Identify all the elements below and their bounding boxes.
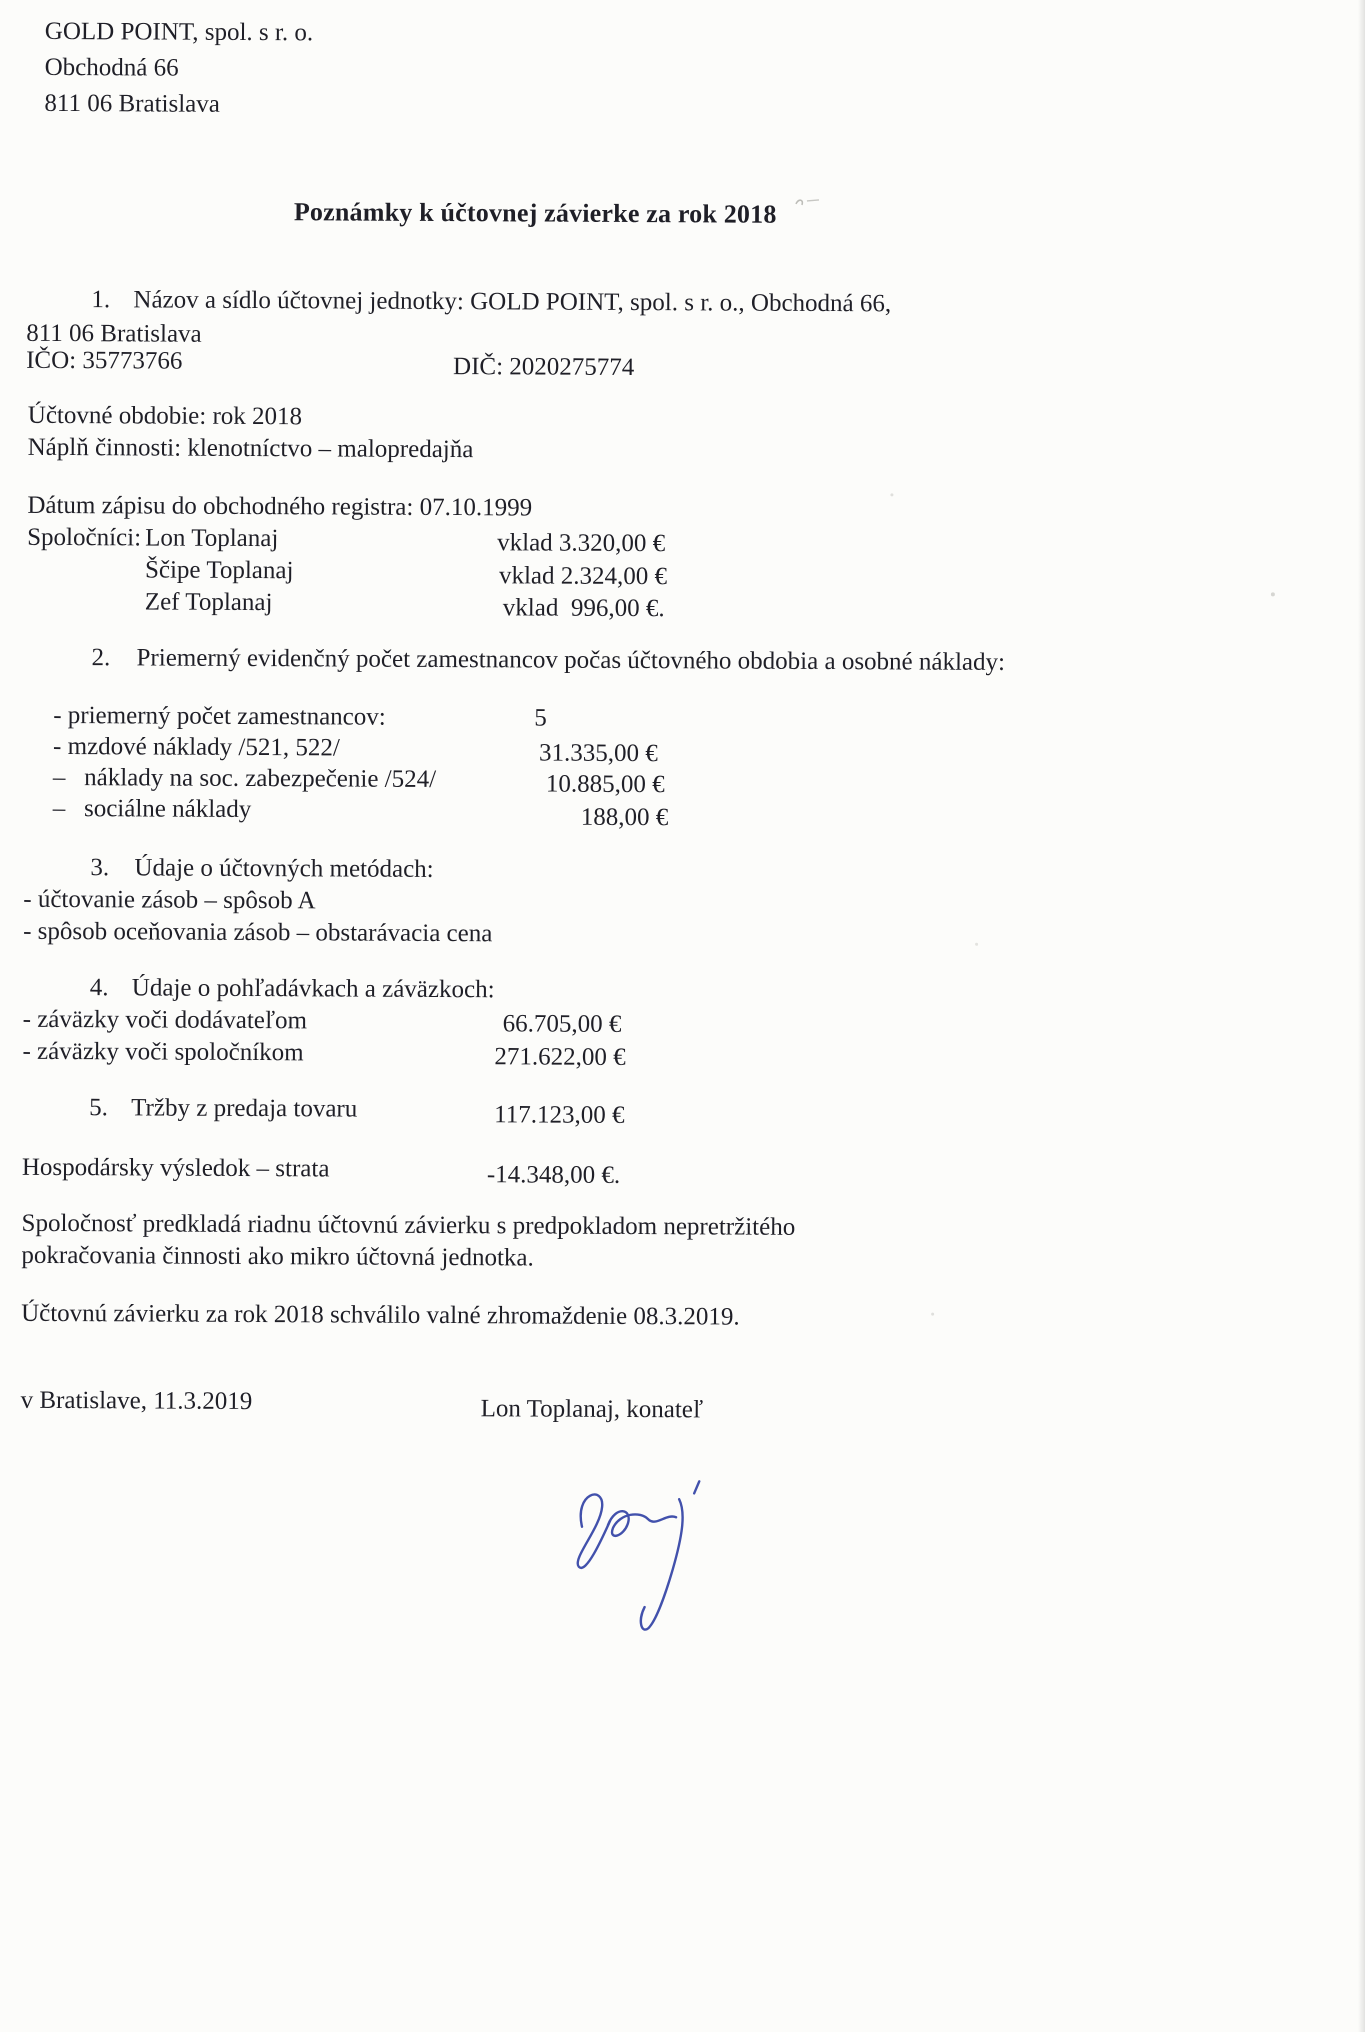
- partner-name: Zef Toplanaj: [144, 588, 273, 617]
- scan-speck: [890, 493, 893, 496]
- expense-label: – sociálne náklady: [52, 794, 252, 824]
- section4-heading: Údaje o pohľadávkach a záväzkoch:: [131, 974, 495, 1004]
- header-city: 811 06 Bratislava: [44, 89, 220, 118]
- expense-label: - mzdové náklady /521, 522/: [53, 732, 340, 762]
- partner-deposit: vklad 996,00 €.: [502, 594, 665, 623]
- section1-number: 1.: [91, 286, 111, 314]
- header-street: Obchodná 66: [44, 53, 179, 82]
- going-concern-line: pokračovania činnosti ako mikro účtovná jednotka.: [21, 1241, 534, 1272]
- result-label: Hospodársky výsledok – strata: [21, 1153, 330, 1183]
- scan-speck: [1271, 592, 1275, 596]
- section4-number: 4.: [89, 974, 109, 1002]
- partner-row: [0, 588, 1362, 631]
- expense-row: [0, 795, 1361, 838]
- partner-deposit: vklad 2.324,00 €: [498, 562, 668, 591]
- approval-line: Účtovnú závierku za rok 2018 schválilo valné zhromaždenie 08.3.2019.: [21, 1299, 740, 1331]
- accounting-period: Účtovné obdobie: rok 2018: [27, 401, 303, 431]
- registry-date: Dátum zápisu do obchodného registra: 07.10.1999: [27, 491, 533, 522]
- expense-value: 188,00 €: [580, 803, 669, 832]
- liability-value: 271.622,00 €: [494, 1043, 626, 1071]
- ico-value: IČO: 35773766: [26, 346, 183, 375]
- liability-label: - záväzky voči dodávateľom: [22, 1005, 308, 1035]
- document-title: Poznámky k účtovnej závierke za rok 2018: [293, 197, 777, 229]
- going-concern-line: Spoločnosť predkladá riadnu účtovnú závierku s predpokladom nepretržitého: [21, 1209, 796, 1241]
- scan-speck: [975, 943, 978, 946]
- section5-row: [0, 1094, 1359, 1137]
- revenue-value: 117.123,00 €: [494, 1101, 625, 1129]
- result-row: [0, 1154, 1359, 1197]
- scan-artifact: [792, 138, 830, 266]
- partner-deposit: vklad 3.320,00 €: [497, 529, 666, 558]
- dic-value: DIČ: 2020275774: [453, 353, 635, 382]
- business-activity: Náplň činnosti: klenotníctvo – malopredajňa: [27, 433, 474, 464]
- section5-heading: Tržby z predaja tovaru: [131, 1094, 358, 1123]
- method-line: - spôsob oceňovania zásob – obstarávacia cena: [23, 917, 493, 948]
- section2-heading: Priemerný evidenčný počet zamestnancov počas účtovného obdobia a osobné náklady:: [136, 644, 1006, 676]
- expense-label: – náklady na soc. zabezpečenie /524/: [52, 763, 437, 793]
- expense-value: 31.335,00 €: [538, 739, 658, 768]
- section5-number: 5.: [89, 1094, 109, 1122]
- liability-row: [0, 1038, 1360, 1081]
- liability-label: - záväzky voči spoločníkom: [22, 1037, 304, 1067]
- expense-value: 5: [534, 704, 547, 732]
- place-date: v Bratislave, 11.3.2019: [20, 1386, 253, 1416]
- header-company: GOLD POINT, spol. s r. o.: [44, 17, 314, 47]
- section1-heading: Názov a sídlo účtovnej jednotky: GOLD POINT, spol. s r. o., Obchodná 66,: [133, 286, 892, 318]
- signatory: Lon Toplanaj, konateľ: [480, 1395, 704, 1424]
- result-value: -14.348,00 €.: [486, 1161, 621, 1189]
- registration-ids-row: [0, 347, 1363, 390]
- partners-label: Spoločníci:: [27, 523, 142, 552]
- section2-number: 2.: [91, 644, 111, 672]
- expense-label: - priemerný počet zamestnancov:: [53, 701, 386, 731]
- section3-number: 3.: [90, 854, 110, 882]
- liability-value: 66.705,00 €: [502, 1010, 622, 1038]
- partner-name: Ščipe Toplanaj: [144, 556, 294, 585]
- address-continued: 811 06 Bratislava: [26, 319, 202, 348]
- method-line: - účtovanie zásob – spôsob A: [23, 885, 316, 915]
- expense-value: 10.885,00 €: [545, 770, 665, 799]
- section1-heading-row: [0, 286, 1363, 329]
- scan-speck: [931, 1313, 934, 1316]
- section2-heading-row: [0, 644, 1362, 687]
- partner-name: Lon Toplanaj: [145, 524, 279, 553]
- section3-heading: Údaje o účtovných metódach:: [134, 854, 434, 883]
- signature: [543, 1415, 719, 1693]
